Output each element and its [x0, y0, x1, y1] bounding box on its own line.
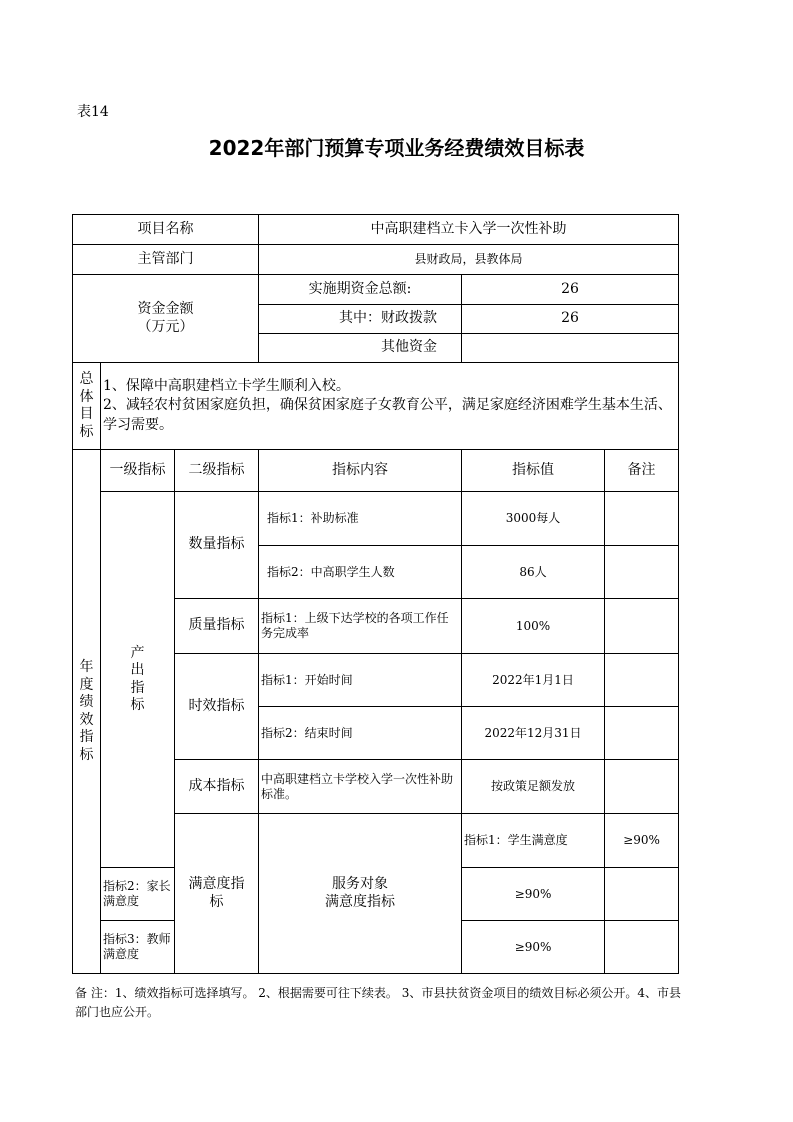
header-level1: 一级指标	[101, 450, 175, 492]
indicator-value: 86人	[462, 546, 605, 599]
goal-label-char: 目	[79, 406, 94, 422]
dept-value: 县财政局，县教体局	[259, 245, 679, 275]
quality-indicator-label: 质量指标	[175, 599, 259, 654]
indicator-content: 指标3：教师满意度	[101, 921, 175, 974]
indicator-remark	[605, 921, 679, 974]
table-row	[73, 492, 679, 546]
cost-indicator-label: 成本指标	[175, 760, 259, 814]
indicator-content: 指标1：上级下达学校的各项工作任务完成率	[259, 599, 462, 654]
annual-label-char: 标	[79, 746, 94, 763]
service-label-line1: 服务对象	[332, 876, 389, 892]
annual-label-char: 年	[79, 659, 94, 675]
indicator-value: 100%	[462, 599, 605, 654]
funds-other-label: 其他资金	[259, 334, 462, 363]
goal-label-char: 总	[79, 371, 94, 387]
indicator-remark	[605, 868, 679, 921]
service-label-line2: 满意度指标	[325, 893, 396, 910]
funds-total-label: 实施期资金总额:	[259, 275, 462, 305]
time-indicator-label: 时效指标	[175, 654, 259, 760]
goal-label-char: 体	[79, 388, 94, 405]
indicator-remark	[605, 760, 679, 814]
performance-target-table	[72, 214, 679, 974]
header-remark: 备注	[605, 450, 679, 492]
goal-label-char: 标	[79, 423, 94, 440]
indicator-remark	[605, 707, 679, 760]
funds-label	[73, 275, 259, 363]
indicator-value: 按政策足额发放	[462, 760, 605, 814]
annual-indicator-label	[73, 450, 101, 974]
indicator-value: ≥90%	[605, 814, 679, 868]
output-indicator-label	[101, 492, 175, 868]
indicator-value: ≥90%	[462, 921, 605, 974]
service-satisfaction-label	[259, 814, 462, 974]
header-content: 指标内容	[259, 450, 462, 492]
satisfaction-indicator-label	[175, 814, 259, 974]
output-label-char: 产	[130, 644, 145, 661]
funds-fiscal-label: 其中：财政拨款	[259, 305, 462, 334]
funds-label-line2: （万元）	[137, 318, 194, 335]
project-name-label: 项目名称	[73, 215, 259, 245]
quantity-indicator-label: 数量指标	[175, 492, 259, 599]
indicator-value: 2022年1月1日	[462, 654, 605, 707]
annual-label-char: 指	[79, 729, 94, 745]
indicator-remark	[605, 492, 679, 546]
project-row	[73, 215, 679, 245]
output-label-char: 标	[130, 697, 145, 713]
funds-fiscal-value: 26	[462, 305, 679, 334]
funds-label-line1: 资金金额	[137, 301, 194, 317]
output-label-char: 出	[130, 662, 145, 678]
header-value: 指标值	[462, 450, 605, 492]
table-number: 表14	[77, 104, 109, 120]
goal-row	[73, 363, 679, 450]
page-title: 2022年部门预算专项业务经费绩效目标表	[208, 136, 585, 160]
output-label-char: 指	[130, 679, 145, 696]
funds-total-value: 26	[462, 275, 679, 305]
satisfaction-label-line2: 标	[209, 893, 224, 910]
annual-label-char: 绩	[79, 694, 94, 710]
goal-line1: 1、保障中高职建档立卡学生顺利入校。	[103, 377, 350, 394]
goal-line2: 2、减轻农村贫困家庭负担，确保贫困家庭子女教育公平，满足家庭经济困难学生基本生活、学习需要。	[103, 397, 672, 433]
goal-text	[101, 363, 679, 450]
indicator-header-row	[73, 450, 679, 492]
goal-label	[73, 363, 101, 450]
indicator-remark	[605, 654, 679, 707]
annual-label-char: 效	[79, 711, 94, 728]
indicator-value: 2022年12月31日	[462, 707, 605, 760]
indicator-value: ≥90%	[462, 868, 605, 921]
indicator-content: 指标1：开始时间	[259, 654, 462, 707]
indicator-remark	[605, 599, 679, 654]
dept-row	[73, 245, 679, 275]
header-level2: 二级指标	[175, 450, 259, 492]
project-name-value: 中高职建档立卡入学一次性补助	[259, 215, 679, 245]
indicator-content: 指标1：学生满意度	[462, 814, 605, 868]
satisfaction-label-line1: 满意度指	[188, 876, 245, 892]
indicator-content: 指标2：结束时间	[259, 707, 462, 760]
indicator-remark	[605, 546, 679, 599]
dept-label: 主管部门	[73, 245, 259, 275]
indicator-content: 指标2：中高职学生人数	[259, 546, 462, 599]
indicator-content: 中高职建档立卡学校入学一次性补助标准。	[259, 760, 462, 814]
footnote: 备 注：1、绩效指标可选择填写。 2、根据需要可往下续表。 3、市县扶贫资金项目的绩效目标必须公开。4、市县部门也应公开。	[75, 986, 681, 1019]
indicator-content: 指标1：补助标准	[259, 492, 462, 546]
indicator-content: 指标2：家长满意度	[101, 868, 175, 921]
annual-label-char: 度	[79, 676, 94, 693]
indicator-value: 3000每人	[462, 492, 605, 546]
funds-other-value	[462, 334, 679, 363]
funds-total-row	[73, 275, 679, 305]
